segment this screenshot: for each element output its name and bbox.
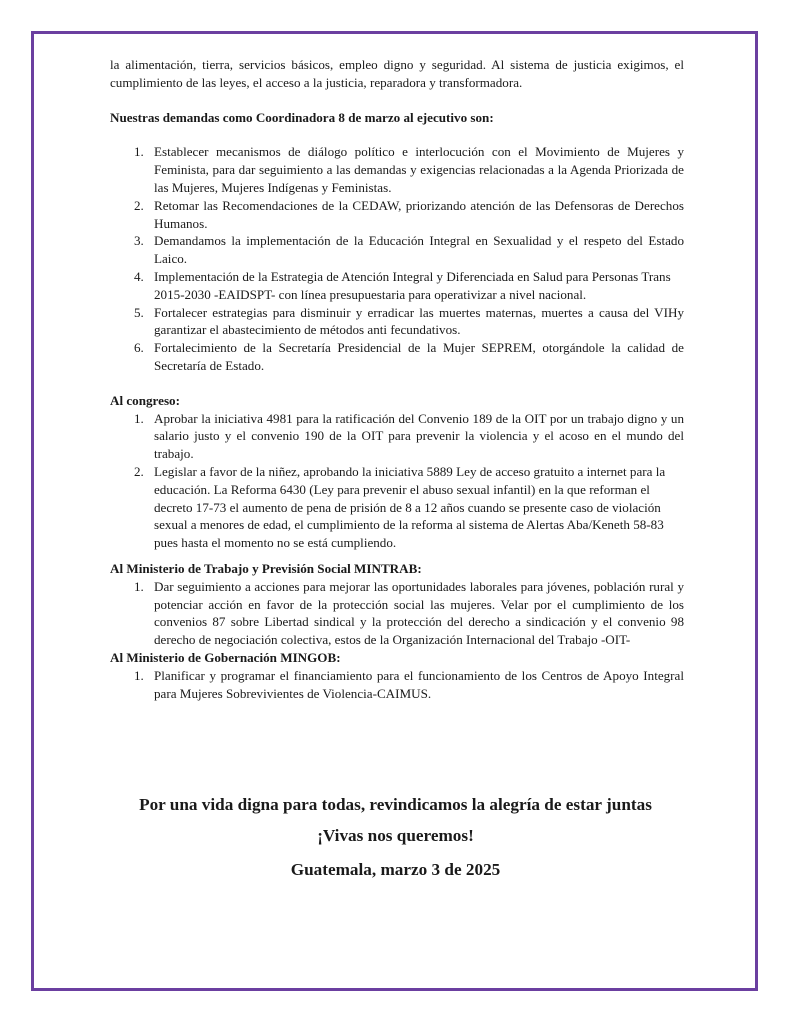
list-item: 1. Planificar y programar el financiamiento para el funcionamiento de los Centros de Apoyo Integral para Mujeres Sobrevivientes de Violencia-CAIMUS. bbox=[134, 667, 684, 701]
list-item: 1. Dar seguimiento a acciones para mejorar las oportunidades laborales para jóvenes, población rural y potenciar acción en favor de la protección social las mujeres. Velar por el cumplimiento de los convenios 87 sobre Libertad sindical y la protección del derecho a sindicación y el convenio 98 derecho de negociación colectiva, estos de la Organización Internacional del Trabajo -OIT- bbox=[134, 578, 684, 648]
list-mintrab bbox=[110, 578, 684, 649]
closing-cry: ¡Vivas nos queremos! bbox=[317, 826, 474, 845]
list-item: 4. Implementación de la Estrategia de Atención Integral y Diferenciada en Salud para Personas Trans 2015-2030 -EAIDSPT- con línea presupuestaria para operativizar a nivel nacional. bbox=[134, 268, 671, 302]
list-item: 6. Fortalecimiento de la Secretaría Presidencial de la Mujer SEPREM, otorgándole la calidad de Secretaría de Estado. bbox=[134, 340, 684, 373]
list-congreso bbox=[110, 410, 684, 552]
section-heading-congreso: Al congreso: bbox=[110, 392, 180, 408]
closing-slogan: Por una vida digna para todas, revindicamos la alegría de estar juntas bbox=[139, 795, 652, 814]
list-item: 5. Fortalecer estrategias para disminuir y erradicar las muertes maternas, muertes a causa del VIHy garantizar el abastecimiento de métodos anti fecundativos. bbox=[134, 304, 684, 338]
place-date: Guatemala, marzo 3 de 2025 bbox=[290, 860, 501, 879]
section-heading-mintrab: Al Ministerio de Trabajo y Previsión Social MINTRAB: bbox=[110, 560, 422, 576]
list-item: 3. Demandamos la implementación de la Educación Integral en Sexualidad y el respeto del Estado Laico. bbox=[134, 233, 684, 267]
list-item: 2. Retomar las Recomendaciones de la CEDAW, priorizando atención de las Defensoras de Derechos Humanos. bbox=[134, 197, 684, 231]
list-item: 1. Establecer mecanismos de diálogo político e interlocución con el Movimiento de Mujeres y Feminista, para dar seguimiento a las demandas y exigencias relacionadas a la Agenda Priorizada de las Mujeres, Mujeres Indígenas y Feministas. bbox=[134, 144, 684, 195]
list-item: 2. Legislar a favor de la niñez, aprobando la iniciativa 5889 Ley de acceso gratuito a internet para la educación. La Reforma 6430 (Ley para prevenir el abuso sexual infantil) en la que reforman el decreto 17-73 el aumento de pena de prisión de 8 a 12 años cuando se presente caso de violación sexual a menores de edad, el cumplimiento de la reforma al sistema de Alertas Aba/Keneth 58-83 pues hasta el momento no se está cumpliendo. bbox=[134, 463, 666, 551]
section-heading-mingob: Al Ministerio de Gobernación MINGOB: bbox=[110, 649, 341, 665]
intro-paragraph: la alimentación, tierra, servicios básicos, empleo digno y seguridad. Al sistema de justicia exigimos, el cumplimiento de las leyes, el acceso a la justicia, reparadora y transformadora. bbox=[110, 57, 684, 90]
list-mingob bbox=[110, 667, 684, 703]
list-item: 1. Aprobar la iniciativa 4981 para la ratificación del Convenio 189 de la OIT por un trabajo digno y un salario justo y el convenio 190 de la OIT para prevenir la violencia y el acoso en el mundo del trabajo. bbox=[134, 410, 684, 462]
document-body bbox=[110, 56, 684, 702]
section-heading-ejecutivo: Nuestras demandas como Coordinadora 8 de marzo al ejecutivo son: bbox=[110, 109, 494, 125]
list-ejecutivo bbox=[110, 143, 684, 374]
